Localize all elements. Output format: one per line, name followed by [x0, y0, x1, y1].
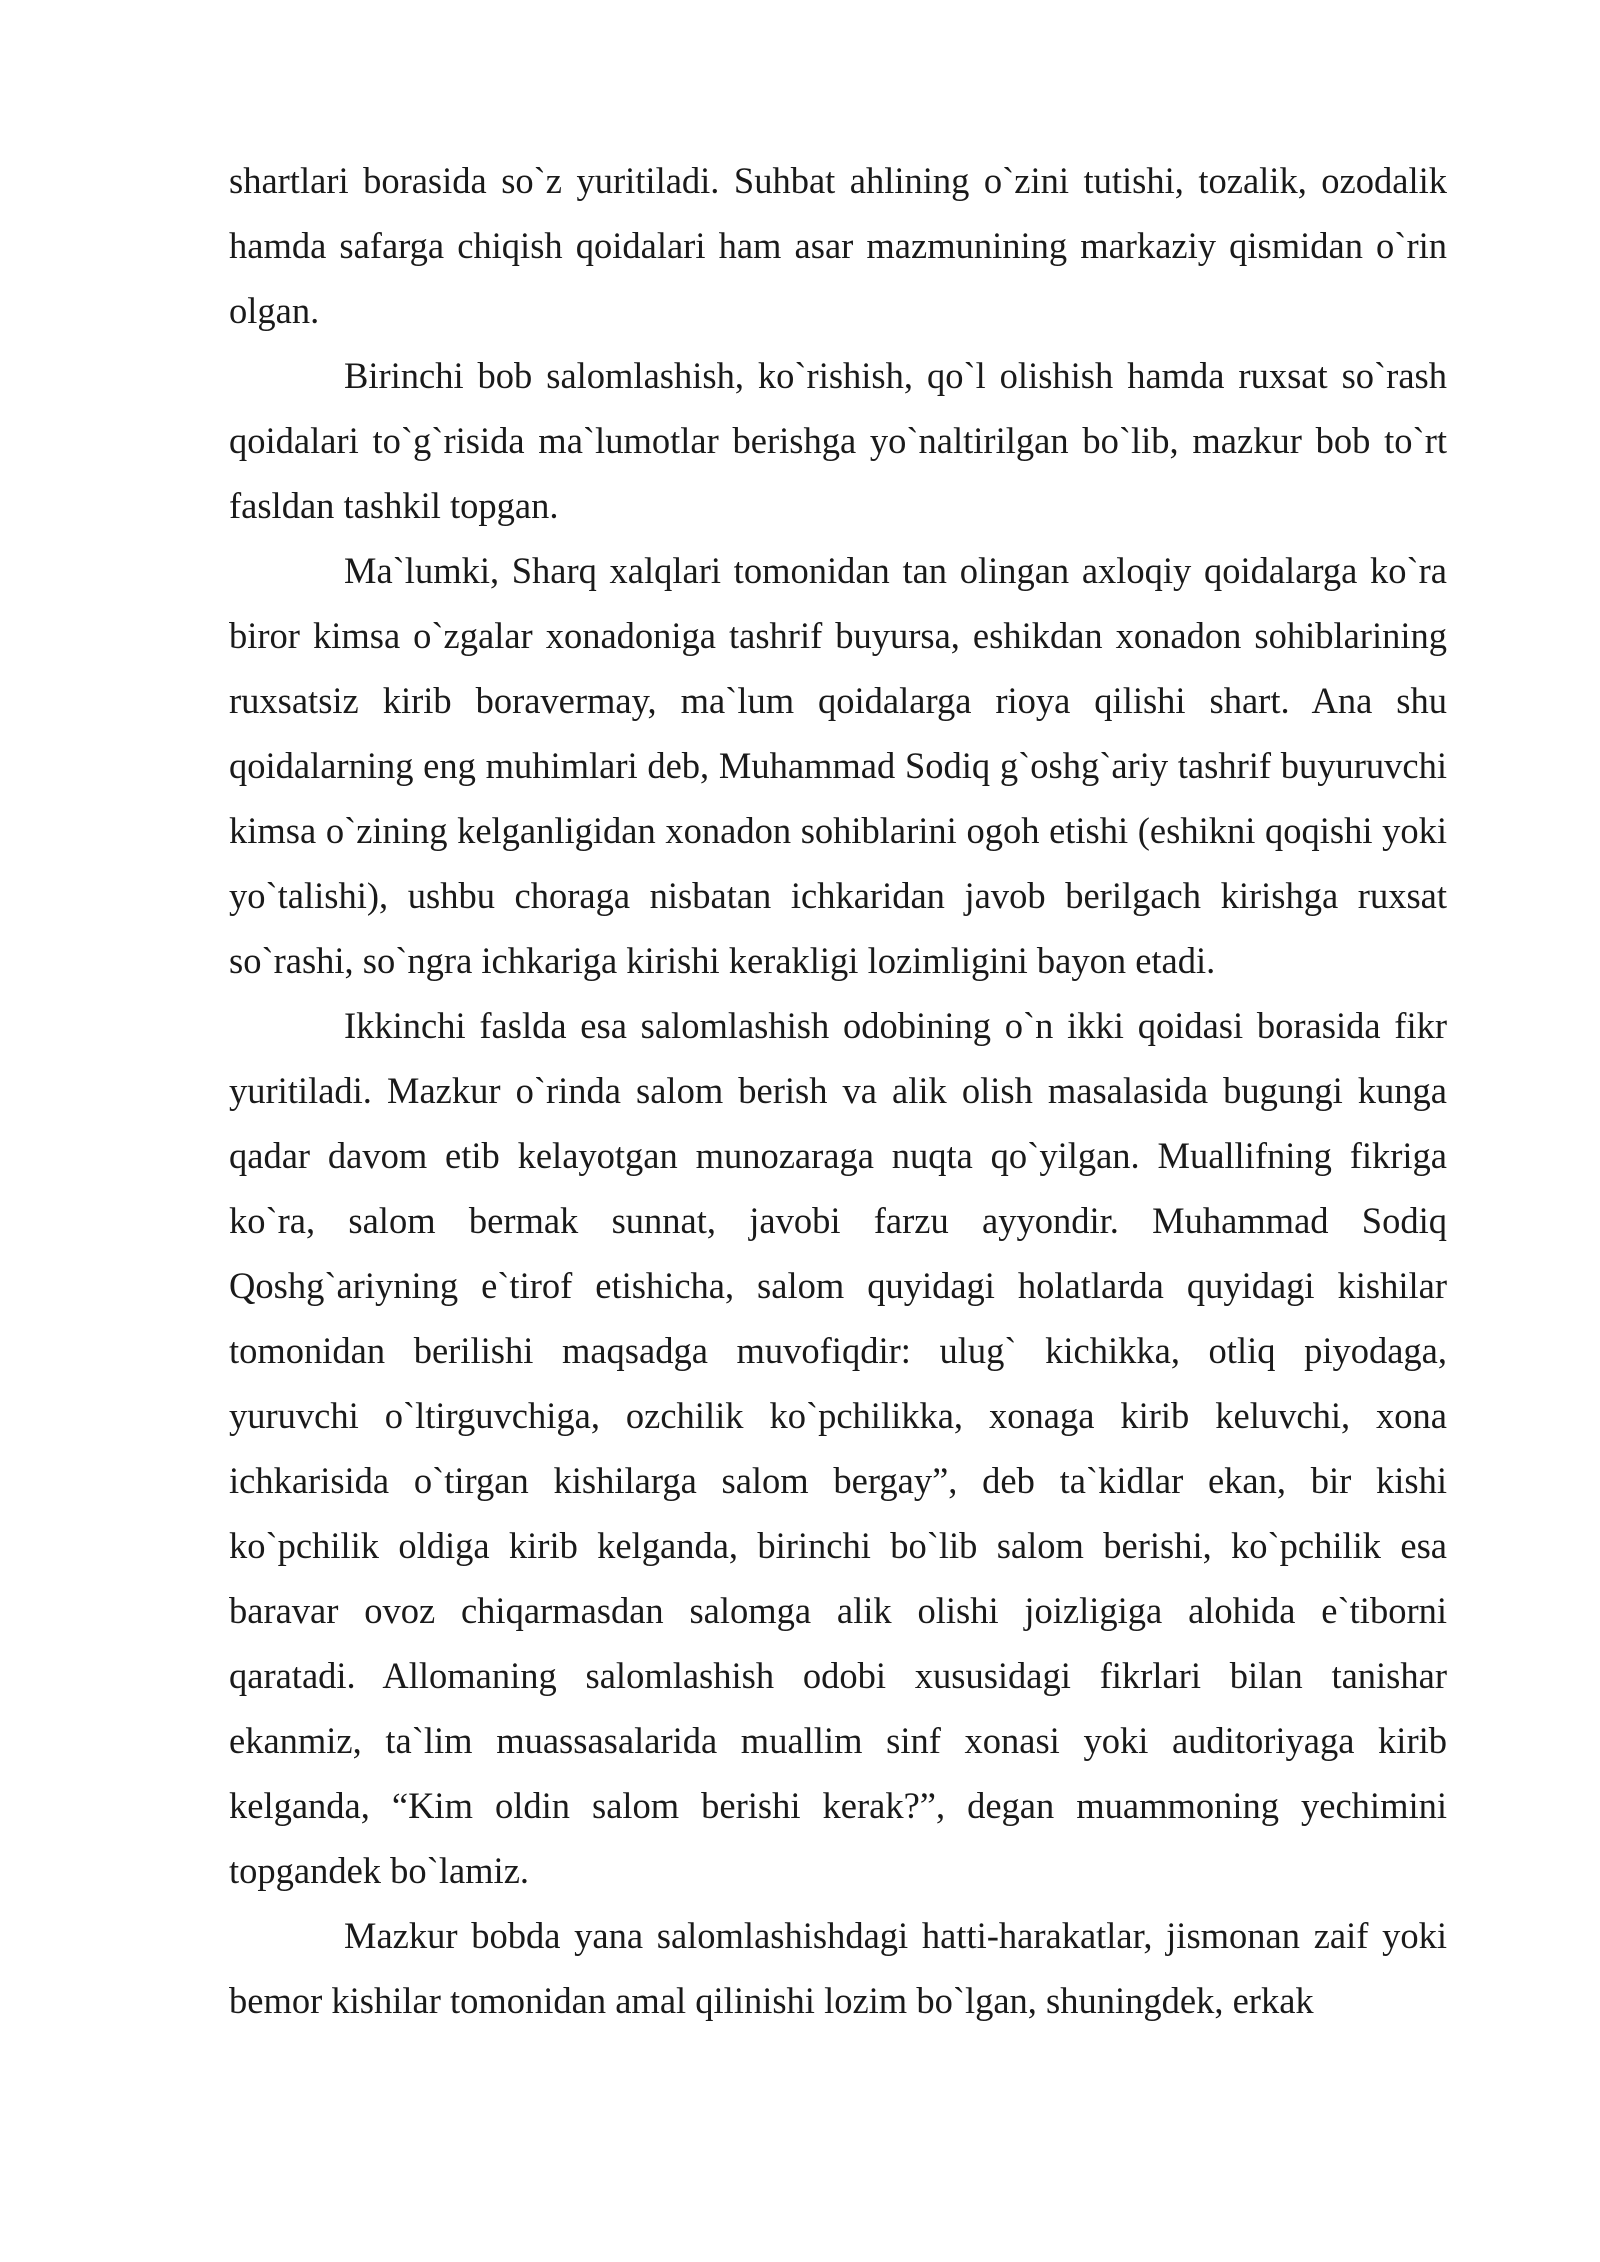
text-body: [229, 148, 1447, 2033]
paragraph-continuation: shartlari borasida so`z yuritiladi. Suhbat ahlining o`zini tutishi, tozalik, ozodalik hamda safarga chiqish qoidalari ham asar mazmunining markaziy qismidan o`rin olgan.: [229, 160, 1447, 331]
paragraph-visiting-rules: Ma`lumki, Sharq xalqlari tomonidan tan olingan axloqiy qoidalarga ko`ra biror kimsa o`zgalar xonadoniga tashrif buyursa, eshikdan xonadon sohiblarining ruxsatsiz kirib boravermay, ma`lum qoidalarga rioya qilishi shart. Ana shu qoidalarning eng muhimlari deb, Muhammad Sodiq g`oshg`ariy tashrif buyuruvchi kimsa o`zining kelganligidan xonadon sohiblarini ogoh etishi (eshikni qoqishi yoki yo`talishi), ushbu choraga nisbatan ichkaridan javob berilgach kirishga ruxsat so`rashi, so`ngra ichkariga kirishi kerakligi lozimligini bayon etadi.: [229, 550, 1447, 981]
paragraph-second-section: Ikkinchi faslda esa salomlashish odobining o`n ikki qoidasi borasida fikr yuritiladi. Mazkur o`rinda salom berish va alik olish masalasida bugungi kunga qadar davom etib kelayotgan munozaraga nuqta qo`yilgan. Muallifning fikriga ko`ra, salom bermak sunnat, javobi farzu ayyondir. Muhammad Sodiq Qoshg`ariyning e`tirof etishicha, salom quyidagi holatlarda quyidagi kishilar tomonidan berilishi maqsadga muvofiqdir: ulug` kichikka, otliq piyodaga, yuruvchi o`ltirguvchiga, ozchilik ko`pchilikka, xonaga kirib keluvchi, xona ichkarisida o`tirgan kishilarga salom bergay”, deb ta`kidlar ekan, bir kishi ko`pchilik oldiga kirib kelganda, birinchi bo`lib salom berishi, ko`pchilik esa baravar ovoz chiqarmasdan salomga alik olishi joizligiga alohida e`tiborni qaratadi. Allomaning salomlashish odobi xususidagi fikrlari bilan tanishar ekanmiz, ta`lim muassasalarida muallim sinf xonasi yoki auditoriyaga kirib kelganda, “Kim oldin salom berishi kerak?”, degan muammoning yechimini topgandek bo`lamiz.: [229, 1005, 1447, 1891]
paragraph-chapter-continued: Mazkur bobda yana salomlashishdagi hatti-harakatlar, jismonan zaif yoki bemor kishilar tomonidan amal qilinishi lozim bo`lgan, shuningdek, erkak: [229, 1915, 1447, 2021]
paragraph-first-chapter: Birinchi bob salomlashish, ko`rishish, qo`l olishish hamda ruxsat so`rash qoidalari to`g`risida ma`lumotlar berishga yo`naltirilgan bo`lib, mazkur bob to`rt fasldan tashkil topgan.: [229, 355, 1447, 526]
